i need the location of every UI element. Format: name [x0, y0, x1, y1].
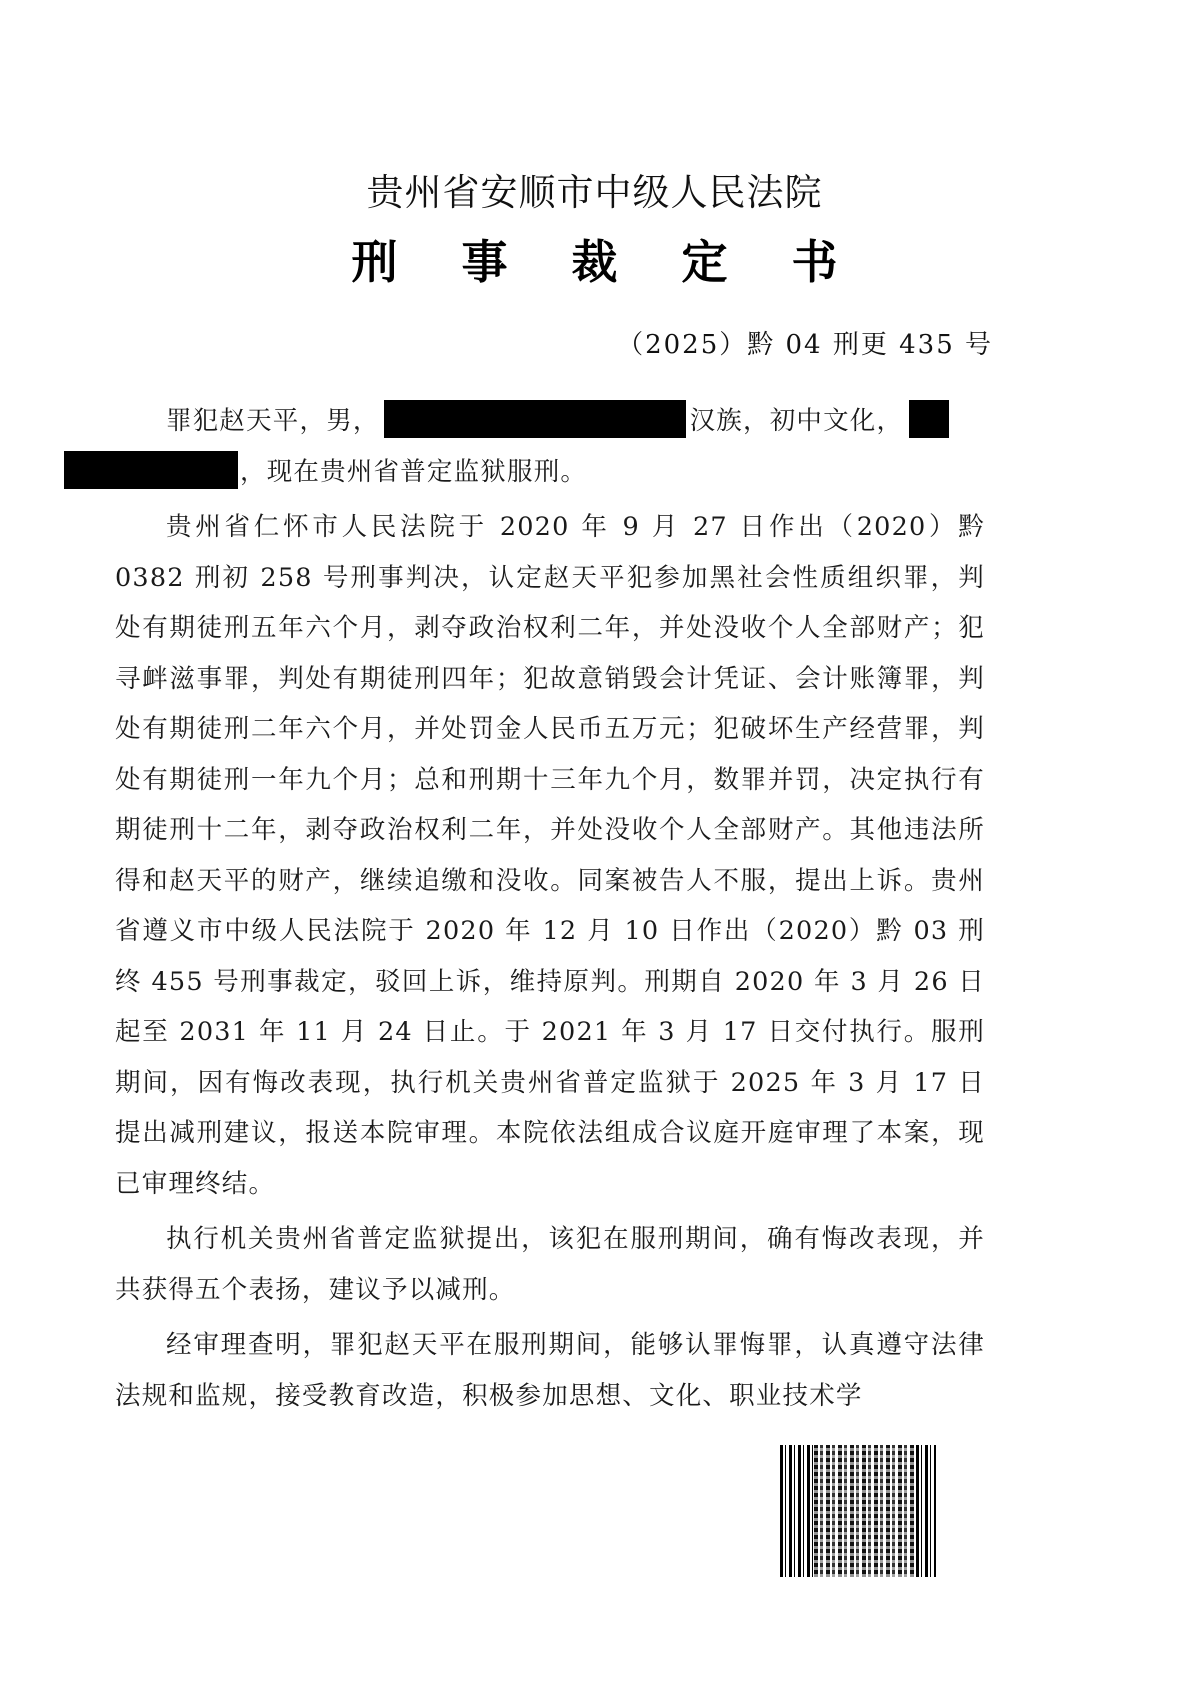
court-name: 贵州省安顺市中级人民法院 — [366, 171, 823, 214]
paragraph-prison-proposal: 执行机关贵州省普定监狱提出，该犯在服刑期间，确有悔改表现，并共获得五个表扬，建议予以减刑。 — [115, 1224, 985, 1305]
barcode-bars — [780, 1445, 814, 1577]
defendant-intro: 罪犯赵天平，男， — [166, 406, 380, 436]
title-char: 裁 — [571, 235, 618, 289]
barcode-matrix — [814, 1445, 916, 1577]
redaction-block — [384, 400, 686, 438]
paragraph-case-history: 贵州省仁怀市人民法院于 2020 年 9 月 27 日作出（2020）黔 0382 刑初 258 号刑事判决，认定赵天平犯参加黑社会性质组织罪，判处有期徒刑五年六个月，剥夺政治权利二年，并处没收个人全部财产；犯寻衅滋事罪，判处有期徒刑四年；犯故意销毁会计凭证、会计账簿罪，判处有期徒刑二年六个月，并处罚金人民币五万元；犯破坏生产经营罪，判处有期徒刑一年九个月；总和刑期十三年九个月，数罪并罚，决定执行有期徒刑十二年，剥夺政治权利二年，并处没收个人全部财产。其他违法所得和赵天平的财产，继续追缴和没收。同案被告人不服，提出上诉。贵州省遵义市中级人民法院于 2020 年 12 月 10 日作出（2020）黔 03 刑终 455 号刑事裁定，驳回上诉，维持原判。刑期自 2020 年 3 月 26 日起至 2031 年 11 月 24 日止。于 2021 年 3 月 17 日交付执行。服刑期间，因有悔改表现，执行机关贵州省普定监狱于 2025 年 3 月 17 日提出减刑建议，报送本院审理。本院依法组成合议庭开庭审理了本案，现已审理终结。 — [115, 512, 985, 1199]
title-char: 定 — [681, 235, 728, 289]
case-number: （2025）黔 04 刑更 435 号 — [617, 330, 993, 360]
paragraph-findings: 经审理查明，罪犯赵天平在服刑期间，能够认罪悔罪，认真遵守法律法规和监规，接受教育改造，积极参加思想、文化、职业技术学 — [115, 1330, 985, 1411]
document-body — [115, 396, 985, 1426]
defendant-ethnicity: 汉族，初中文化， — [689, 406, 904, 436]
redaction-block — [64, 451, 238, 489]
defendant-prison: ，现在贵州省普定监狱服刑。 — [240, 456, 588, 487]
paragraph-defendant-info — [115, 396, 985, 497]
document-title — [0, 226, 1189, 292]
redaction-block — [909, 400, 949, 438]
title-char: 书 — [791, 235, 838, 289]
title-char: 刑 — [351, 235, 398, 289]
document-barcode — [780, 1445, 936, 1577]
title-char: 事 — [461, 235, 508, 289]
barcode-bars — [916, 1445, 936, 1577]
